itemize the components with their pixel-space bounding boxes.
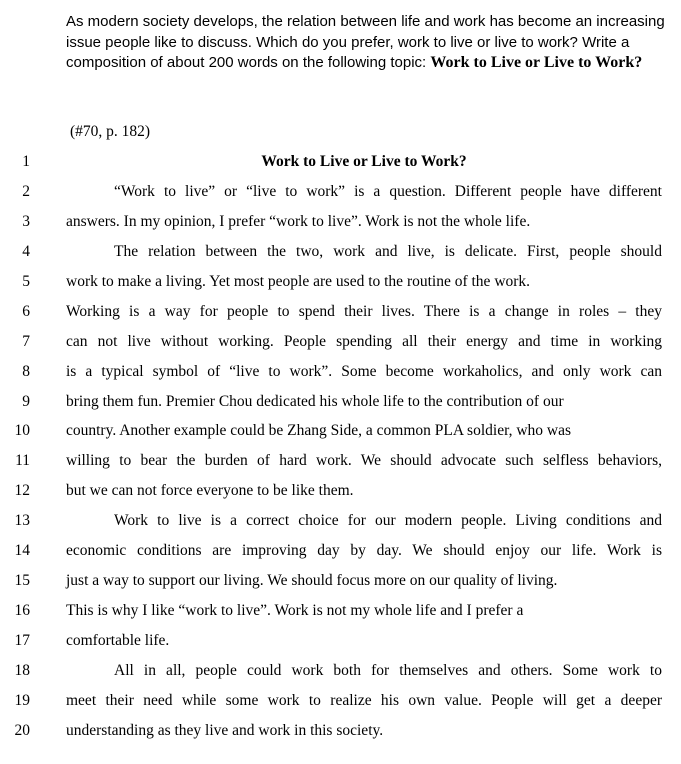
essay-line [0,596,681,626]
line-text: The relation between the two, work and live, is delicate. First, people should [114,242,662,260]
line-text: work to make a living. Yet most people are used to the routine of the work. [66,272,531,290]
line-number: 5 [22,272,30,290]
line-number: 7 [22,332,30,350]
essay-line [0,327,681,357]
line-text: country. Another example could be Zhang Side, a common PLA soldier, who was [66,422,572,440]
line-number: 2 [22,182,30,200]
line-text: can not live without working. People spending all their energy and time in working [66,332,662,350]
line-number: 15 [14,572,30,590]
essay-line [0,716,681,746]
essay-prompt [66,12,666,74]
line-number: 8 [22,362,30,380]
line-text: just a way to support our living. We should focus more on our quality of living. [66,572,558,590]
essay-line [0,446,681,476]
essay-line [0,686,681,716]
line-number: 19 [14,691,30,709]
essay-line [0,357,681,387]
essay-line [0,267,681,297]
essay-title: Work to Live or Live to Work? [261,153,467,170]
line-text: meet their need while some work to realize his own value. People will get a deeper [66,691,662,709]
essay-line [0,506,681,536]
essay-body [0,147,681,746]
line-number: 18 [14,661,30,679]
line-number: 12 [14,482,30,500]
line-text: bring them fun. Premier Chou dedicated his whole life to the contribution of our [66,392,564,410]
essay-line [0,147,681,177]
line-number: 6 [22,302,30,320]
line-number: 1 [22,153,30,170]
line-number: 11 [15,452,30,470]
essay-line [0,536,681,566]
line-text: willing to bear the burden of hard work. We should advocate such selfless behaviors, [66,452,662,470]
line-text: Working is a way for people to spend their lives. There is a change in roles – they [66,302,662,320]
essay-line [0,566,681,596]
essay-line [0,297,681,327]
essay-line [0,626,681,656]
line-number: 16 [14,602,30,620]
line-number: 17 [14,632,30,649]
essay-line [0,177,681,207]
line-text: understanding as they live and work in this society. [66,721,384,739]
essay-line [0,476,681,506]
essay-line [0,207,681,237]
line-number: 13 [14,512,30,530]
prompt-topic: Work to Live or Live to Work? [430,54,643,71]
line-text: Work to live is a correct choice for our modern people. Living conditions and [114,512,662,530]
line-number: 4 [22,242,30,260]
line-number: 20 [14,721,30,739]
line-text: but we can not force everyone to be like them. [66,482,354,500]
line-text: “Work to live” or “live to work” is a question. Different people have different [114,182,662,200]
line-text: economic conditions are improving day by day. We should enjoy our life. Work is [66,542,662,560]
line-number: 14 [14,542,30,560]
source-citation: (#70, p. 182) [70,123,151,140]
essay-line [0,656,681,686]
line-text: is a typical symbol of “live to work”. Some become workaholics, and only work can [66,362,662,380]
line-text: All in all, people could work both for themselves and others. Some work to [114,661,662,679]
line-text: comfortable life. [66,632,170,649]
line-text: This is why I like “work to live”. Work is not my whole life and I prefer a [66,602,524,620]
prompt-body: As modern society develops, the relation between life and work has become an increasing issue people like to discuss. Which do you prefer, work to live or live to work? Write a composition of about 200 words on the following topic: [66,13,665,71]
essay-line [0,237,681,267]
line-number: 3 [22,212,30,230]
line-number: 10 [14,422,30,440]
line-number: 9 [22,392,30,410]
line-text: answers. In my opinion, I prefer “work to live”. Work is not the whole life. [66,212,531,230]
essay-line [0,416,681,446]
essay-line [0,387,681,417]
